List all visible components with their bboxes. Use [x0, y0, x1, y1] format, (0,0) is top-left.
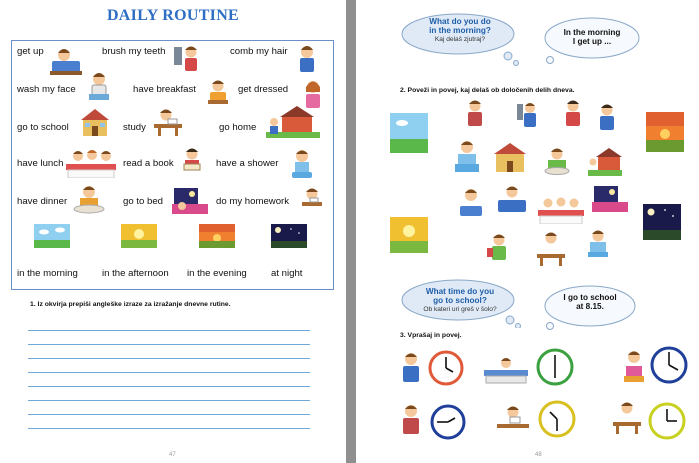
- ex3-clock-4: [430, 404, 466, 440]
- ex2-kid-go-to-bed: [592, 184, 628, 214]
- ex2-kid-study: [562, 98, 584, 128]
- label-have-dinner: have dinner: [17, 196, 68, 207]
- afternoon-scene-illustration: [121, 224, 157, 248]
- ex3-clock-6: [648, 402, 686, 440]
- ex3-clock-2: [536, 348, 574, 386]
- ruled-line-5: [28, 386, 310, 387]
- ruled-line-1: [28, 330, 310, 331]
- instruction-2: 2. Poveži in povej, kaj delaš ob določenih delih dneva.: [400, 87, 575, 94]
- ex2-kid-brush-teeth: [516, 100, 538, 132]
- label-get-up: get up: [17, 46, 44, 57]
- ex2-kid-do-homework: [536, 230, 566, 268]
- kid-have-breakfast-illustration: [206, 78, 230, 106]
- instruction-3: 3. Vprašaj in povej.: [400, 332, 462, 339]
- label-do-homework: do my homework: [216, 196, 290, 207]
- label-have-shower: have a shower: [216, 158, 279, 169]
- speech-cloud-2-text: [546, 28, 638, 47]
- ex2-afternoon-scene: [390, 217, 428, 253]
- label-comb-hair: comb my hair: [230, 46, 288, 57]
- label-go-home: go home: [219, 122, 257, 133]
- ex2-kid-have-breakfast: [544, 146, 570, 176]
- speech-cloud-3-text: [404, 287, 516, 313]
- speech-cloud-4-text: [546, 293, 634, 312]
- kids-go-home-illustration: [266, 106, 320, 138]
- ex3-kid-do-homework: [612, 400, 642, 436]
- label-brush-teeth: brush my teeth: [102, 46, 166, 57]
- page-title: DAILY ROUTINE: [106, 7, 240, 24]
- ex3-kid-study: [496, 404, 530, 438]
- ruled-line-2: [28, 344, 310, 345]
- ex2-kids-go-home: [588, 148, 622, 176]
- page-number-47: 47: [169, 452, 176, 458]
- cloud4-line2: at 8.15.: [576, 302, 604, 312]
- ex2-kid-comb-hair: [596, 102, 618, 132]
- cloud3-question-line2: go to school?: [433, 296, 487, 306]
- cloud1-question-line2: in the morning?: [429, 26, 491, 36]
- cloud3-question-line1: What time do you: [425, 287, 495, 296]
- cloud2-line2: I get up ...: [572, 37, 612, 47]
- cloud3-translation: Ob kateri uri greš v šolo?: [423, 305, 497, 313]
- ex3-kid-have-dinner: [482, 356, 530, 384]
- cloud4-line1: I go to school: [563, 293, 617, 302]
- cloud2-line1: In the morning: [563, 28, 621, 37]
- ruled-line-7: [28, 414, 310, 415]
- label-have-lunch: have lunch: [17, 158, 64, 169]
- cloud1-translation: Kaj delaš zjutraj?: [434, 35, 486, 43]
- kid-wash-face-illustration: [86, 70, 112, 102]
- ex2-kid-have-dinner: [586, 228, 610, 258]
- label-in-the-afternoon: in the afternoon: [102, 268, 169, 279]
- page-47: [0, 0, 346, 463]
- label-in-the-evening: in the evening: [187, 268, 247, 279]
- label-wash-face: wash my face: [17, 84, 76, 95]
- kid-do-homework-illustration: [300, 186, 324, 216]
- kid-have-dinner-illustration: [72, 184, 106, 214]
- label-study: study: [123, 122, 146, 133]
- cloud1-question-line1: What do you do: [429, 17, 491, 26]
- label-go-to-bed: go to bed: [123, 196, 164, 207]
- page-number-48: 48: [535, 452, 542, 458]
- ex3-clock-1: [428, 350, 464, 386]
- ex3-kid-get-up: [396, 350, 426, 386]
- ruled-line-6: [28, 400, 310, 401]
- label-read-book: read a book: [123, 158, 174, 169]
- evening-scene-illustration: [199, 224, 235, 248]
- ex2-kid-get-up: [464, 98, 486, 128]
- night-scene-illustration: [271, 224, 307, 248]
- page-48: [356, 0, 699, 463]
- ex2-kid-have-shower: [456, 186, 486, 220]
- ex2-morning-scene: [390, 113, 428, 153]
- kid-go-to-bed-illustration: [172, 184, 208, 216]
- ex2-school-building: [492, 140, 528, 174]
- ruled-line-8: [28, 428, 310, 429]
- kids-have-lunch-illustration: [66, 148, 116, 178]
- kid-have-shower-illustration: [288, 146, 316, 180]
- kid-brush-teeth-illustration: [172, 43, 200, 75]
- label-go-to-school: go to school: [17, 122, 69, 133]
- kid-read-book-illustration: [181, 146, 203, 178]
- ex2-evening-scene: [646, 112, 684, 152]
- label-have-breakfast: have breakfast: [133, 84, 196, 95]
- ex3-kid-have-shower: [620, 348, 648, 384]
- ex2-kid-wash-face: [452, 138, 482, 174]
- ex3-kid-brush-teeth: [396, 402, 426, 438]
- speech-cloud-1-text: [404, 17, 516, 43]
- label-in-the-morning: in the morning: [17, 268, 78, 279]
- kid-comb-hair-illustration: [294, 43, 320, 75]
- instruction-1: 1. Iz okvirja prepiši angleške izraze za izražanje dnevne rutine.: [30, 301, 231, 308]
- ex3-clock-3: [650, 346, 688, 384]
- school-building-illustration: [79, 106, 111, 138]
- ex2-kid-get-dressed: [496, 184, 528, 214]
- ex2-kid-go-to-school: [484, 232, 514, 266]
- label-get-dressed: get dressed: [238, 84, 289, 95]
- ex3-clock-5: [538, 400, 576, 438]
- ex2-night-scene: [643, 204, 681, 240]
- kid-study-illustration: [152, 106, 184, 136]
- label-at-night: at night: [271, 268, 303, 279]
- ruled-line-3: [28, 358, 310, 359]
- ruled-line-4: [28, 372, 310, 373]
- kid-get-up-illustration: [50, 43, 82, 77]
- morning-scene-illustration: [34, 224, 70, 248]
- ex2-kids-have-lunch: [538, 196, 584, 224]
